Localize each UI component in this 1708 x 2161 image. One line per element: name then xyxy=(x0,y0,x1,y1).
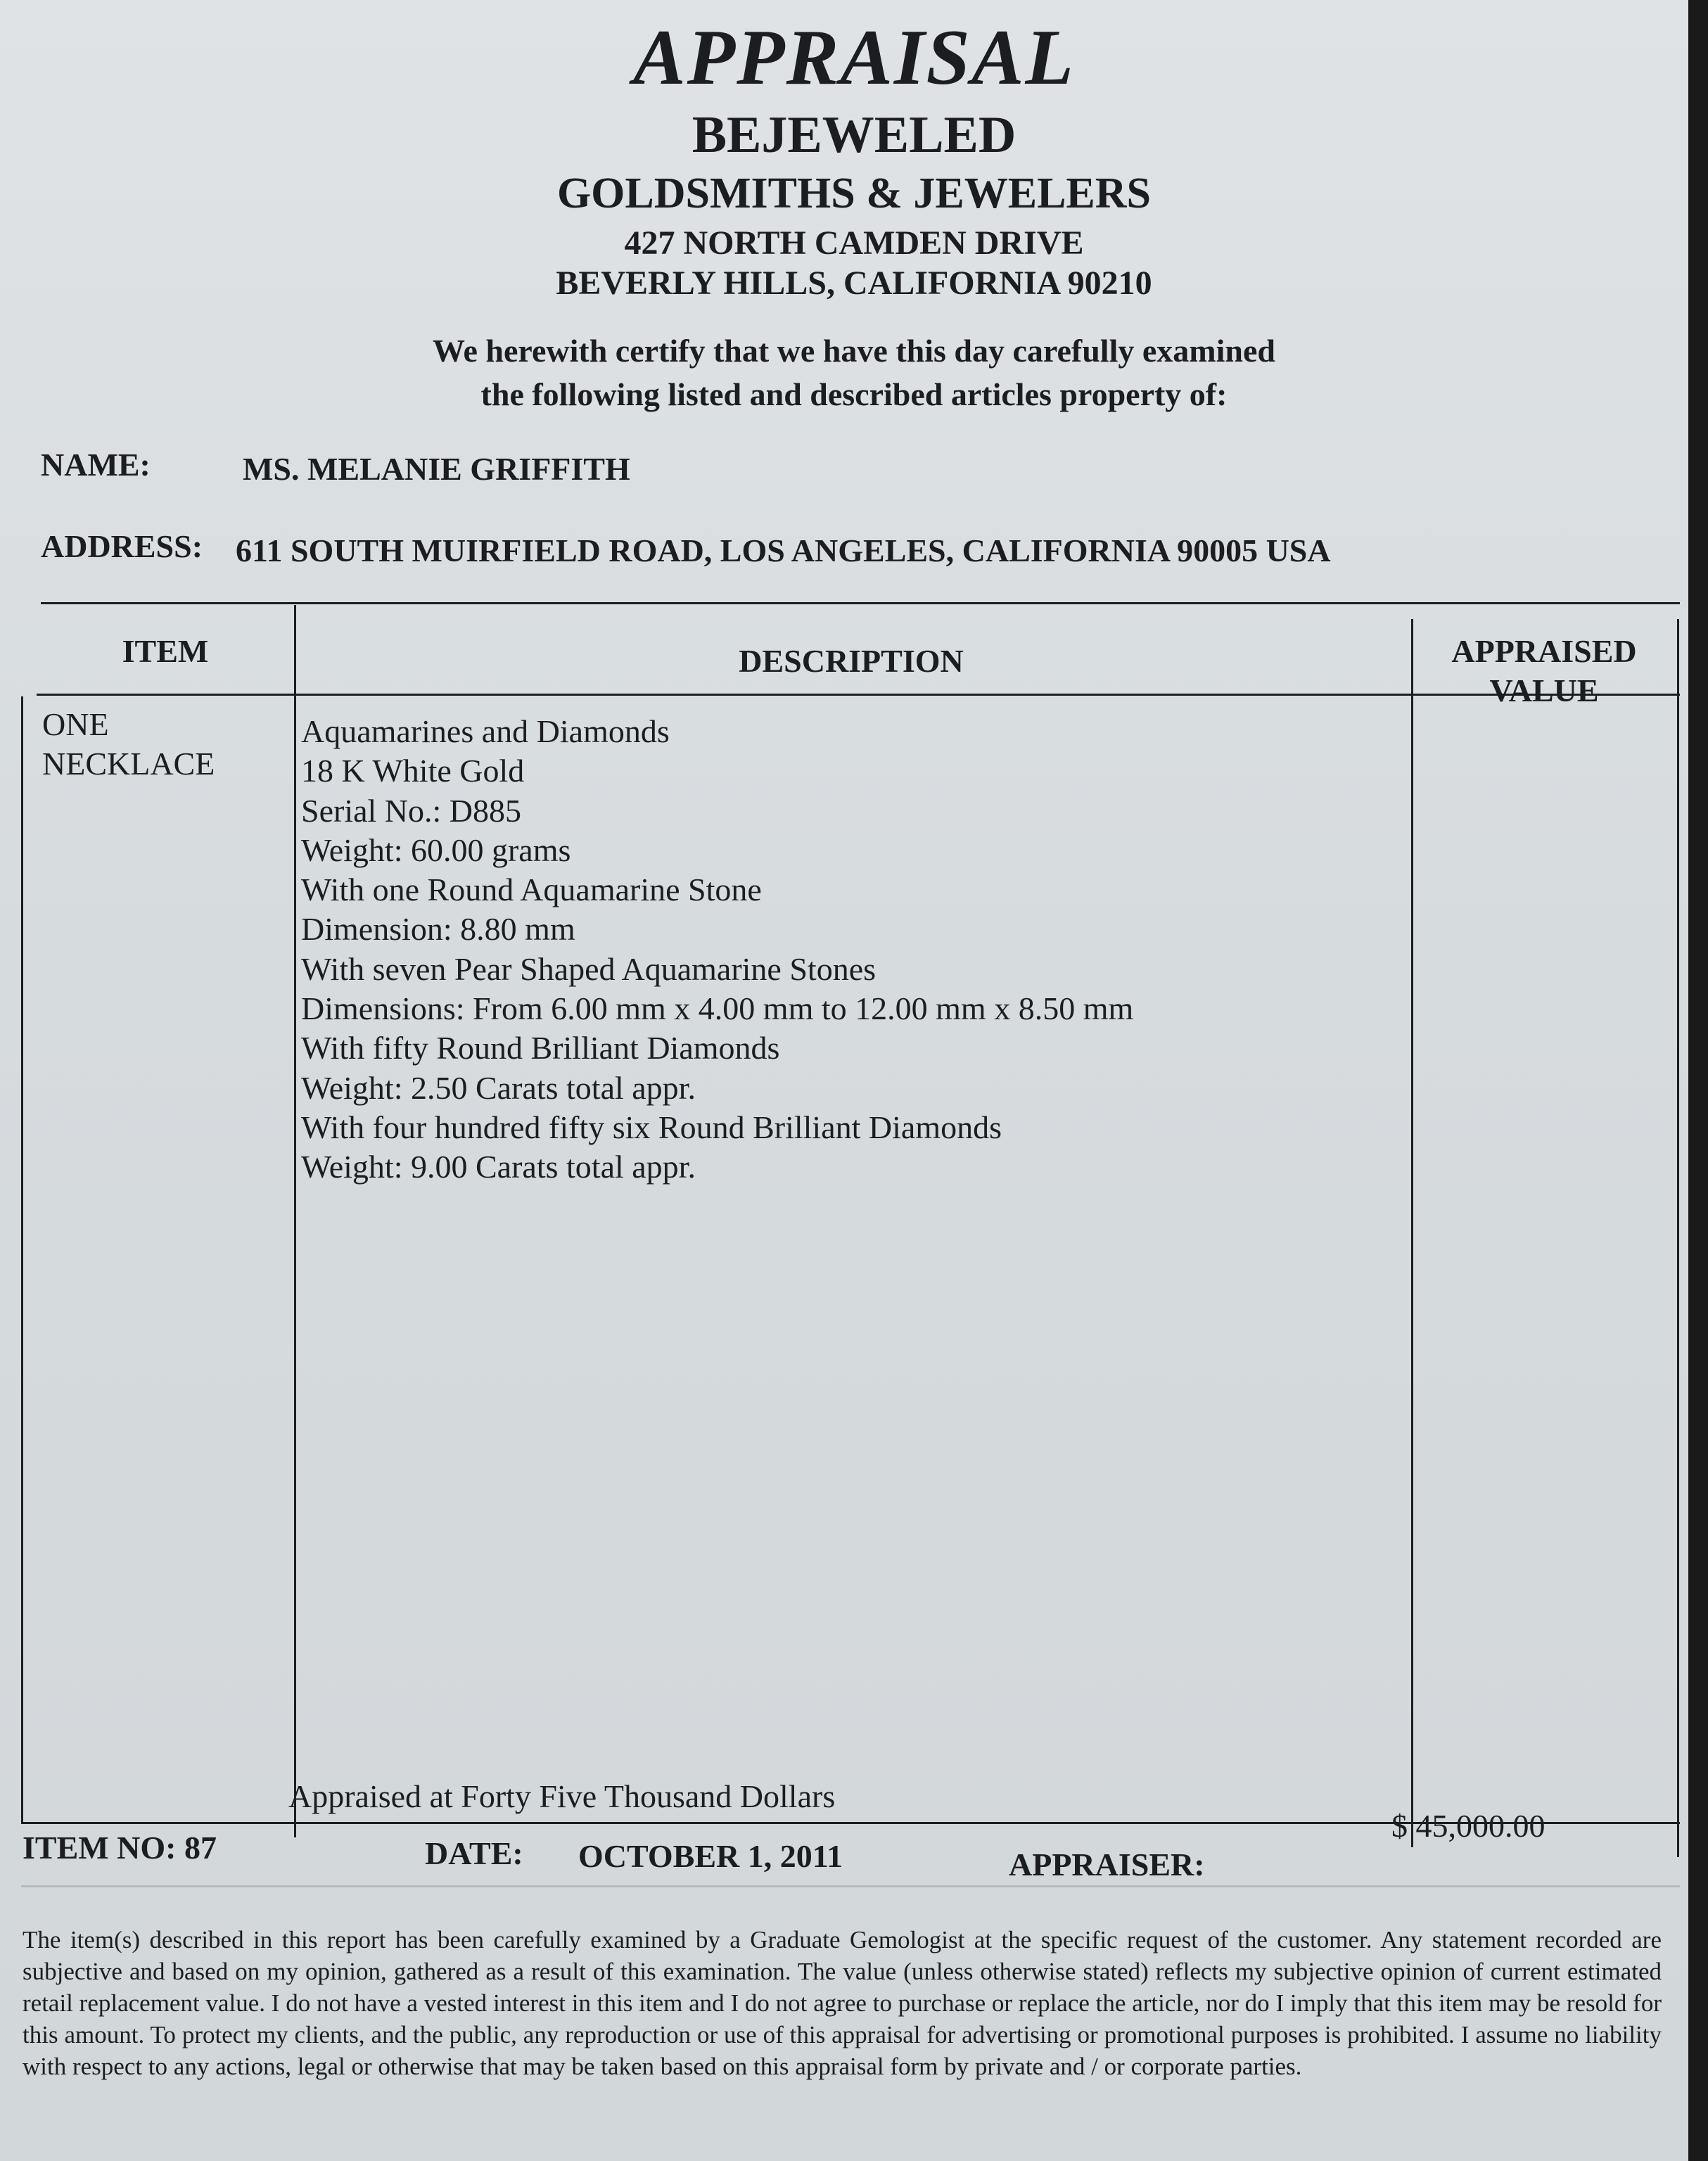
table-right-border xyxy=(1677,619,1679,1857)
company-name: BEJEWELED xyxy=(692,106,1016,164)
company-street: 427 NORTH CAMDEN DRIVE xyxy=(624,224,1084,262)
address-label: ADDRESS: xyxy=(41,528,203,564)
table-left-border xyxy=(21,696,23,1822)
appraised-amount-text: Appraised at Forty Five Thousand Dollars xyxy=(288,1778,836,1814)
disclaimer-text: The item(s) described in this report has been carefully examined by a Graduate Gemologist at the specific request of the customer. Any statement recorded are subjective and based on my opinion, gathered as a result of this examination. The value (unless otherwise stated) reflects my subjective opinion of current estimated retail replacement value. I do not have a vested interest in this item and I do not agree to purchase or replace the article, nor do I imply that this item may be resold for this amount. To protect my clients, and the public, any reproduction or use of this appraisal for advertising or promotional purposes is prohibited. I assume no liability with respect to any actions, legal or otherwise that may be taken based on this appraisal form by private and / or corporate parties. xyxy=(23,1926,1662,2080)
table-top-rule xyxy=(41,602,1680,604)
company-subtitle: GOLDSMITHS & JEWELERS xyxy=(556,170,1152,217)
document-title: APPRAISAL xyxy=(633,14,1075,101)
footer-rule xyxy=(21,1885,1680,1887)
header-description: DESCRIPTION xyxy=(739,643,964,679)
name-label: NAME: xyxy=(41,447,151,483)
header-appraised-value-line2: VALUE xyxy=(1489,672,1599,708)
description-line: Dimension: 8.80 mm xyxy=(301,911,575,948)
item-number: ITEM NO: 87 xyxy=(23,1830,217,1866)
table-divider-1 xyxy=(294,605,296,1837)
appraised-value: $ 45,000.00 xyxy=(1391,1808,1546,1844)
description-line: Weight: 2.50 Carats total appr. xyxy=(301,1069,696,1106)
owner-address: 611 SOUTH MUIRFIELD ROAD, LOS ANGELES, CALIFORNIA 90005 USA xyxy=(236,533,1331,568)
description-line: 18 K White Gold xyxy=(301,753,525,789)
header-appraised-value-line1: APPRAISED xyxy=(1451,633,1637,669)
item-line-1: ONE xyxy=(42,706,109,742)
header-item: ITEM xyxy=(122,633,209,669)
description-block xyxy=(301,712,1133,1187)
appraisal-date: OCTOBER 1, 2011 xyxy=(578,1838,843,1874)
item-line-2: NECKLACE xyxy=(42,746,215,782)
table-divider-2 xyxy=(1411,619,1413,1847)
description-line: Weight: 9.00 Carats total appr. xyxy=(301,1149,696,1185)
certification-line-2: the following listed and described articles property of: xyxy=(480,376,1228,412)
description-line: Dimensions: From 6.00 mm x 4.00 mm to 12.00 mm x 8.50 mm xyxy=(301,990,1134,1027)
description-line: Weight: 60.00 grams xyxy=(301,831,571,868)
appraiser-label: APPRAISER: xyxy=(1009,1847,1205,1882)
date-label: DATE: xyxy=(425,1835,523,1871)
company-city: BEVERLY HILLS, CALIFORNIA 90210 xyxy=(556,264,1152,302)
description-line: With seven Pear Shaped Aquamarine Stones xyxy=(301,950,877,987)
owner-name: MS. MELANIE GRIFFITH xyxy=(243,451,630,487)
description-line: With four hundred fifty six Round Brilliant Diamonds xyxy=(301,1109,1002,1145)
page-edge xyxy=(1688,0,1708,2161)
certification-line-1: We herewith certify that we have this day carefully examined xyxy=(433,333,1275,369)
description-line: With fifty Round Brilliant Diamonds xyxy=(301,1030,780,1066)
description-line: With one Round Aquamarine Stone xyxy=(301,872,762,908)
description-line: Aquamarines and Diamonds xyxy=(301,713,670,749)
description-line: Serial No.: D885 xyxy=(301,792,522,829)
